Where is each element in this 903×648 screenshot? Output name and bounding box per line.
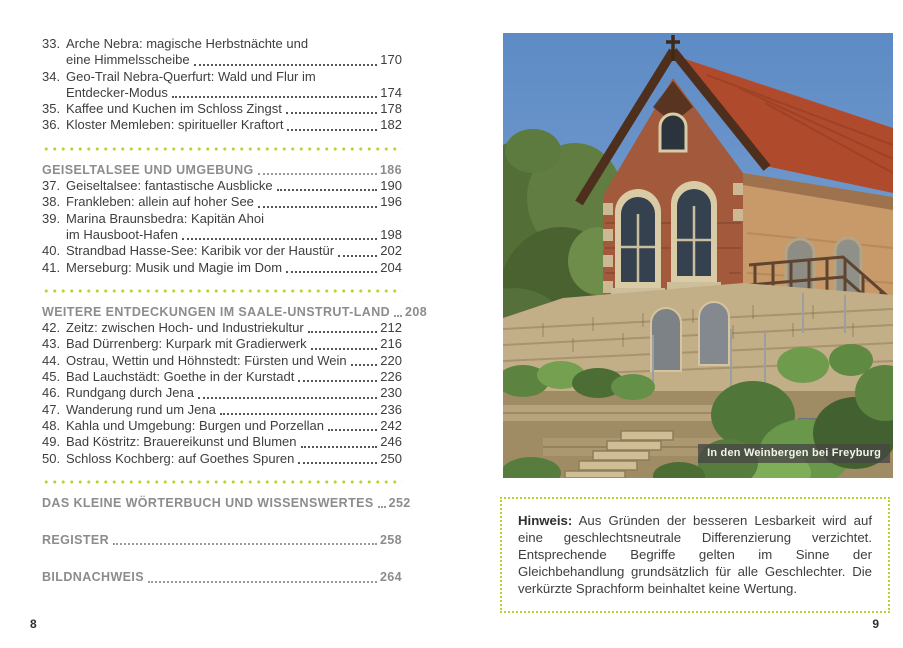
toc-leader-dots bbox=[148, 581, 377, 583]
toc-entry-number: 37. bbox=[42, 178, 61, 194]
toc-entry-number: 44. bbox=[42, 352, 61, 368]
toc-entry-text: Bad Dürrenberg: Kurpark mit Gradierwerk bbox=[66, 336, 307, 352]
toc-divider-dotted-line bbox=[42, 147, 402, 151]
toc-entry bbox=[42, 36, 402, 69]
toc-page-number: 250 bbox=[380, 450, 402, 466]
toc-entry bbox=[42, 101, 402, 117]
toc-page-number: 258 bbox=[379, 533, 402, 548]
toc-entry-text: Strandbad Hasse-See: Karibik vor der Haustür bbox=[66, 243, 335, 259]
toc-section-heading bbox=[42, 162, 402, 178]
toc-entry bbox=[42, 260, 402, 276]
toc-leader-dots bbox=[301, 446, 378, 448]
page-number-right: 9 bbox=[872, 617, 879, 631]
toc-page-number: 182 bbox=[380, 117, 402, 133]
toc-entry-number: 48. bbox=[42, 417, 61, 433]
toc-entry-text: Ostrau, Wettin und Höhnstedt: Fürsten und Wein bbox=[66, 352, 347, 368]
toc-backmatter-heading bbox=[42, 495, 411, 511]
toc-entry-number: 43. bbox=[42, 336, 61, 352]
vineyard-photo bbox=[503, 33, 893, 478]
toc-section-heading-text: WEITERE ENTDECKUNGEN IM SAALE-UNSTRUT-LAND bbox=[42, 304, 391, 319]
toc-entry bbox=[42, 178, 402, 194]
toc-page-number: 198 bbox=[380, 226, 402, 242]
toc-entry-text: Bad Lauchstädt: Goethe in der Kurstadt bbox=[66, 369, 295, 385]
toc-entry-text-continued: eine Himmelsscheibe bbox=[66, 52, 190, 68]
toc-page-number: 202 bbox=[380, 243, 402, 259]
toc-entry-number: 41. bbox=[42, 259, 61, 275]
wall-niche bbox=[651, 308, 681, 371]
toc-page-number: 208 bbox=[405, 304, 428, 319]
toc-entry bbox=[42, 434, 402, 450]
toc-entry bbox=[42, 336, 402, 352]
toc-entry-number: 36. bbox=[42, 117, 61, 133]
toc-entry bbox=[42, 353, 402, 369]
toc-leader-dots bbox=[338, 255, 377, 257]
toc-entry-text: Geiseltalsee: fantastische Ausblicke bbox=[66, 178, 273, 194]
hinweis-label: Hinweis: bbox=[518, 513, 573, 528]
toc-entry-number: 39. bbox=[42, 210, 61, 226]
toc-entry-text: Marina Braunsbedra: Kapitän Ahoi bbox=[66, 210, 265, 226]
toc-entry-text: Wanderung rund um Jena bbox=[66, 401, 216, 417]
toc-leader-dots bbox=[351, 364, 378, 366]
toc-divider-dotted-line bbox=[42, 480, 402, 484]
toc-entry bbox=[42, 369, 402, 385]
wall-niche bbox=[699, 302, 729, 365]
toc-leader-dots bbox=[258, 173, 377, 175]
toc-entry bbox=[42, 451, 402, 467]
toc-entry-number: 35. bbox=[42, 101, 61, 117]
toc-leader-dots bbox=[277, 189, 378, 191]
photo-caption: In den Weinbergen bei Freyburg bbox=[698, 444, 890, 463]
toc-page-number: 246 bbox=[380, 434, 402, 450]
toc-leader-dots bbox=[113, 543, 377, 545]
gable-window bbox=[660, 114, 686, 151]
toc-entry-text-continued: Entdecker-Modus bbox=[66, 84, 168, 100]
toc-entry-text: Arche Nebra: magische Herbstnächte und bbox=[66, 36, 309, 51]
toc-leader-dots bbox=[328, 429, 377, 431]
toc-page-number: 230 bbox=[380, 385, 402, 401]
toc-leader-dots bbox=[220, 413, 377, 415]
toc-page-number: 252 bbox=[388, 495, 411, 510]
toc-leader-dots bbox=[394, 315, 402, 317]
toc-entry-text: Schloss Kochberg: auf Goethes Spuren bbox=[66, 450, 295, 466]
toc-backmatter-heading bbox=[42, 569, 402, 585]
toc-leader-dots bbox=[172, 96, 377, 98]
toc-page-number: 174 bbox=[380, 84, 402, 100]
toc-divider-dotted-line bbox=[42, 289, 402, 293]
toc-entry-number: 47. bbox=[42, 401, 61, 417]
vineyard-photo-illustration bbox=[503, 33, 893, 478]
toc-entry-text: Kloster Memleben: spiritueller Kraftort bbox=[66, 117, 284, 133]
toc-entry bbox=[42, 69, 402, 102]
toc-entry-number: 46. bbox=[42, 385, 61, 401]
toc-leader-dots bbox=[194, 64, 378, 66]
toc-page-number: 204 bbox=[380, 259, 402, 275]
toc-entry bbox=[42, 385, 402, 401]
toc-leader-dots bbox=[182, 238, 377, 240]
toc-entry-number: 49. bbox=[42, 434, 61, 450]
toc-entry-text: Frankleben: allein auf hoher See bbox=[66, 194, 254, 210]
toc-page-number: 212 bbox=[380, 320, 402, 336]
toc-leader-dots bbox=[286, 271, 377, 273]
toc-page-number: 178 bbox=[380, 101, 402, 117]
toc-backmatter-heading-text: REGISTER bbox=[42, 533, 110, 548]
toc-page-number: 226 bbox=[380, 369, 402, 385]
toc-entry-number: 40. bbox=[42, 243, 61, 259]
toc-entry-number: 33. bbox=[42, 36, 61, 51]
toc-entry-text: Kahla und Umgebung: Burgen und Porzellan bbox=[66, 417, 325, 433]
toc-entry bbox=[42, 243, 402, 259]
toc-entry-number: 34. bbox=[42, 68, 61, 84]
toc-entry-number: 38. bbox=[42, 194, 61, 210]
toc-section-heading bbox=[42, 304, 428, 320]
toc-leader-dots bbox=[308, 331, 378, 333]
hinweis-body: Aus Gründen der besseren Lesbarkeit wird auf eine geschlechtsneutrale Differenzierung verzichtet. Entsprechende Begriffe gelten im Sinne der Gleichbehandlung grundsätzlich für alle Geschlechter. Die verkürzte Sprachform beinhaltet keine Wertung. bbox=[518, 513, 872, 596]
toc-entry-number: 50. bbox=[42, 450, 61, 466]
toc-entry bbox=[42, 211, 402, 244]
toc-page-number: 170 bbox=[380, 52, 402, 68]
toc-page-number: 220 bbox=[380, 352, 402, 368]
toc-leader-dots bbox=[298, 462, 377, 464]
toc-entry-text: Zeitz: zwischen Hoch- und Industriekultur bbox=[66, 320, 304, 336]
toc-entry-text-continued: im Hausboot-Hafen bbox=[66, 226, 178, 242]
toc-entry-text: Merseburg: Musik und Magie im Dom bbox=[66, 259, 283, 275]
toc-entry bbox=[42, 402, 402, 418]
toc-entry-text: Kaffee und Kuchen im Schloss Zingst bbox=[66, 101, 282, 117]
toc-entry-text: Bad Köstritz: Brauereikunst und Blumen bbox=[66, 434, 297, 450]
toc-backmatter-heading-text: BILDNACHWEIS bbox=[42, 570, 145, 585]
toc-entry bbox=[42, 320, 402, 336]
toc-leader-dots bbox=[258, 206, 377, 208]
page-number-left: 8 bbox=[30, 617, 37, 631]
hinweis-box bbox=[500, 497, 890, 613]
toc-leader-dots bbox=[287, 129, 377, 131]
toc-page-number: 242 bbox=[380, 417, 402, 433]
toc-page-number: 196 bbox=[380, 194, 402, 210]
toc-page-number: 216 bbox=[380, 336, 402, 352]
table-of-contents bbox=[42, 36, 428, 586]
toc-section-heading-text: GEISELTALSEE UND UMGEBUNG bbox=[42, 162, 254, 177]
toc-page-number: 186 bbox=[379, 162, 402, 177]
toc-page-number: 190 bbox=[380, 178, 402, 194]
toc-leader-dots bbox=[311, 348, 378, 350]
toc-leader-dots bbox=[198, 397, 377, 399]
toc-backmatter-heading bbox=[42, 532, 402, 548]
toc-page-number: 264 bbox=[379, 570, 402, 585]
hinweis-text bbox=[518, 512, 872, 597]
toc-entry-text: Geo-Trail Nebra-Querfurt: Wald und Flur im bbox=[66, 68, 316, 84]
toc-leader-dots bbox=[286, 112, 377, 114]
toc-entry bbox=[42, 418, 402, 434]
toc-entry-number: 45. bbox=[42, 369, 61, 385]
toc-entry bbox=[42, 194, 402, 210]
toc-page-number: 236 bbox=[380, 401, 402, 417]
toc-entry-number: 42. bbox=[42, 320, 61, 336]
toc-backmatter-heading-text: DAS KLEINE WÖRTERBUCH UND WISSENSWERTES bbox=[42, 495, 374, 510]
toc-entry-text: Rundgang durch Jena bbox=[66, 385, 194, 401]
toc-leader-dots bbox=[378, 506, 386, 508]
toc-entry bbox=[42, 117, 402, 133]
toc-leader-dots bbox=[298, 380, 377, 382]
